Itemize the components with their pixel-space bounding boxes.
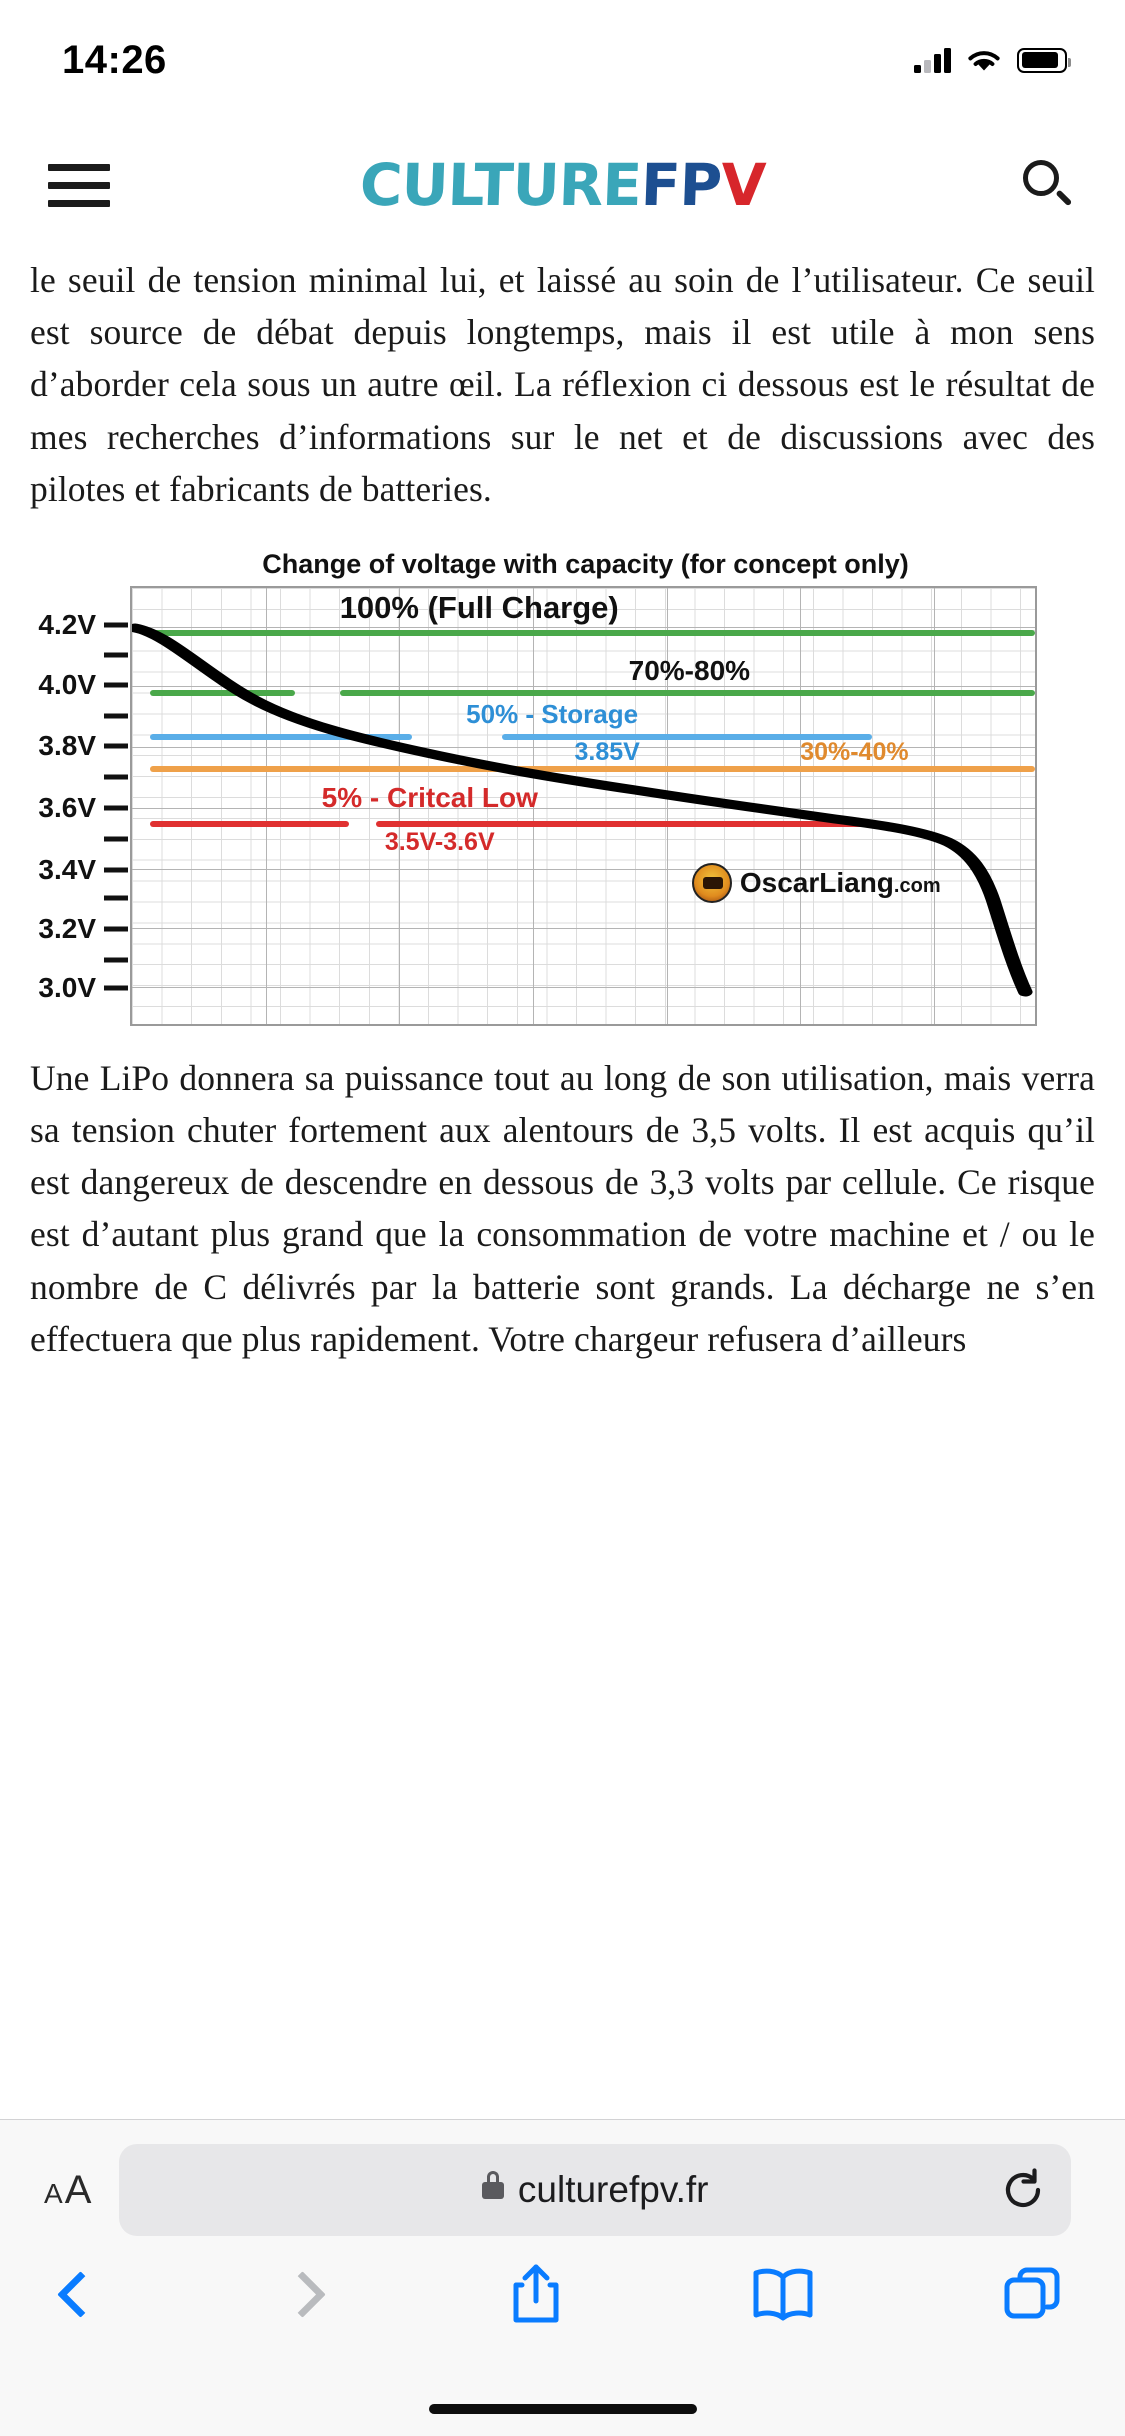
status-bar-time: 14:26: [62, 38, 167, 82]
chart-watermark: [692, 863, 941, 903]
lock-icon: [482, 2182, 504, 2199]
logo-part-v: V: [719, 151, 767, 219]
chart-discharge-curve: [132, 588, 1035, 1024]
chart-label-3-5-3-6v: 3.5V-3.6V: [384, 827, 495, 856]
url-text: culturefpv.fr: [517, 2169, 709, 2210]
url-bar[interactable]: [119, 2144, 1071, 2236]
battery-icon: [1017, 48, 1067, 73]
y-tick-label-3-6: 3.6V: [38, 792, 96, 824]
chart-label-70-80: 70%-80%: [628, 655, 751, 687]
y-tick-label-3-4: 3.4V: [38, 853, 96, 885]
y-tick-label-3-2: 3.2V: [38, 913, 96, 945]
watermark-name: OscarLiang: [739, 866, 894, 898]
reload-icon[interactable]: [1001, 2168, 1045, 2212]
y-tick-label-3-0: 3.0V: [38, 972, 96, 1004]
y-tick-label-4-2: 4.2V: [38, 609, 96, 641]
article-content: [0, 254, 1125, 1365]
search-icon[interactable]: [1015, 154, 1077, 216]
logo-part-fp: FP: [639, 151, 723, 219]
text-size-button[interactable]: [26, 2168, 91, 2213]
chart-label-100-percent: 100% (Full Charge): [339, 590, 619, 626]
chart-label-3-85v: 3.85V: [574, 738, 640, 767]
oscarliang-logo-icon: [692, 863, 732, 903]
text-size-big-a: A: [64, 2167, 92, 2212]
logo-part-culture: CULTURE: [358, 151, 643, 219]
forward-button[interactable]: [286, 2278, 319, 2311]
y-tick-label-4-0: 4.0V: [38, 668, 96, 700]
home-indicator: [429, 2404, 697, 2414]
article-paragraph-2: Une LiPo donnera sa puissance tout au long de son utilisation, mais verra sa tension chuter fortement aux alentours de 3,5 volts. Il est acquis qu’il est dangereux de descendre en dessous de 3,3 volts par cellule. Ce risque est d’autant plus grand que la consommation de votre machine et / ou le nombre de C délivrés par la batterie sont grands. La décharge ne s’en effectuera que plus rapidement. Votre chargeur refusera d’ailleurs: [30, 1057, 1095, 1359]
wifi-icon: [965, 46, 1003, 74]
site-logo[interactable]: [359, 151, 766, 219]
share-icon[interactable]: [509, 2262, 563, 2326]
chart-plot-area: [130, 586, 1037, 1026]
watermark-suffix: .com: [893, 874, 941, 897]
site-header: [0, 120, 1125, 250]
chart-label-5-critical-low: 5% - Critcal Low: [321, 781, 538, 813]
chart-y-axis-ticks: [102, 586, 130, 1026]
status-bar-indicators: [914, 38, 1067, 74]
tabs-icon[interactable]: [1003, 2266, 1061, 2322]
chart-label-30-40: 30%-40%: [800, 738, 909, 767]
text-size-small-a: A: [44, 2177, 63, 2209]
status-bar: [0, 0, 1125, 120]
chart-title: Change of voltage with capacity (for concept only): [262, 548, 909, 579]
chart-label-50-storage: 50% - Storage: [466, 699, 639, 730]
voltage-capacity-chart: [30, 549, 1095, 1026]
article-paragraph-1: le seuil de tension minimal lui, et laissé au soin de l’utilisateur. Ce seuil est source de débat depuis longtemps, mais il est utile à mon sens d’aborder cela sous un autre œil. La réflexion ci dessous est le résultat de mes recherches d’informations sur le net et de discussions avec des pilotes et fabricants de batteries.: [30, 260, 1095, 509]
book-icon[interactable]: [752, 2266, 814, 2322]
hamburger-menu-icon[interactable]: [48, 164, 110, 207]
y-tick-label-3-8: 3.8V: [38, 730, 96, 762]
browser-toolbar: [0, 2236, 1125, 2326]
back-button[interactable]: [64, 2278, 97, 2311]
browser-bottom-bar: [0, 2119, 1125, 2436]
cellular-signal-icon: [914, 47, 951, 73]
